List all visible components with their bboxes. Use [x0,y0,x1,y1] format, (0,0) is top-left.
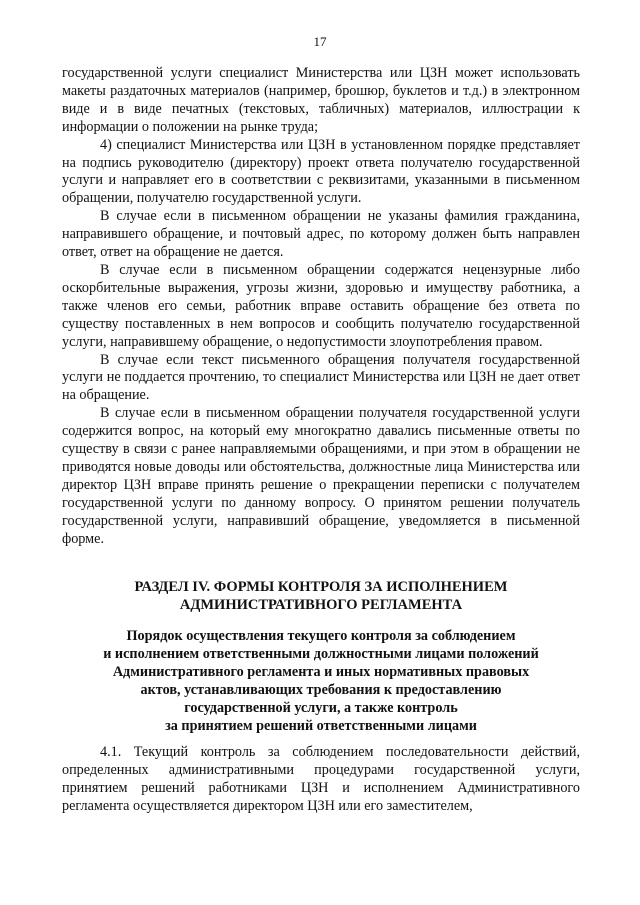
subsection-heading-line: Административного регламента и иных нормативных правовых [112,663,530,680]
subsection-heading-line: за принятием решений ответственными лицами [165,717,477,734]
subsection-heading-line: актов, устанавливающих требования к предоставлению [140,681,502,698]
section-heading-line: АДМИНИСТРАТИВНОГО РЕГЛАМЕНТА [179,597,463,613]
page-number: 17 [313,34,327,49]
closing-body [62,744,580,816]
paragraph-4-1: 4.1. Текущий контроль за соблюдением последовательности действий, определенных административными процедурами государственной услуги, принятием решений работниками ЦЗН и исполнением Административного регламента осуществляется директором ЦЗН или его заместителем, [62,744,580,814]
paragraph-illegible-text: В случае если текст письменного обращения получателя государственной услуги не поддается прочтению, то специалист Министерства или ЦЗН не дает ответ на обращение. [62,351,580,404]
document-body [62,65,580,548]
paragraph-no-name-address: В случае если в письменном обращении не указаны фамилия гражданина, направившего обращение, и почтовый адрес, по которому должен быть направлен ответ, ответ на обращение не дается. [62,208,580,261]
paragraph-item-4: 4) специалист Министерства или ЦЗН в установленном порядке представляет на подпись руководителю (директору) проект ответа получателю государственной услуги и направляет его в соответствии с реквизитами, указанными в письменном обращении, получателю государственной услуги. [62,136,580,207]
section-heading [62,578,580,614]
subsection-heading-line: Порядок осуществления текущего контроля за соблюдением [126,628,516,644]
subsection-heading-line: государственной услуги, а также контроль [184,699,458,716]
paragraph-continuation: государственной услуги специалист Министерства или ЦЗН может использовать макеты раздаточных материалов (например, брошюр, буклетов и т.д.) в электронном виде и в виде печатных (текстовых, табличных) материалов, иллюстрации к информации о положении на рынке труда; [62,65,580,135]
paragraph-repeated-question: В случае если в письменном обращении получателя государственной услуги содержится вопрос, на который ему многократно давались письменные ответы по существу в связи с ранее направляемыми обращениями, и при этом в обращении не приводятся новые доводы или обстоятельства, должностные лица Министерства или директор ЦЗН вправе принять решение о прекращении переписки с получателем государственной услуги по данному вопросу. О принятом решении получатель государственной услуги, направивший обращение, уведомляется в письменной форме. [62,405,580,547]
subsection-heading [62,628,580,735]
section-heading-line: РАЗДЕЛ IV. ФОРМЫ КОНТРОЛЯ ЗА ИСПОЛНЕНИЕМ [134,579,508,595]
subsection-heading-line: и исполнением ответственными должностными лицами положений [103,645,539,662]
paragraph-offensive-language: В случае если в письменном обращении содержатся нецензурные либо оскорбительные выражения, угрозы жизни, здоровью и имуществу работника, а также членов его семьи, работник вправе оставить обращение без ответа по существу поставленных в нем вопросов и сообщить получателю государственной услуги, направившему обращение, о недопустимости злоупотребления правом. [62,261,580,350]
